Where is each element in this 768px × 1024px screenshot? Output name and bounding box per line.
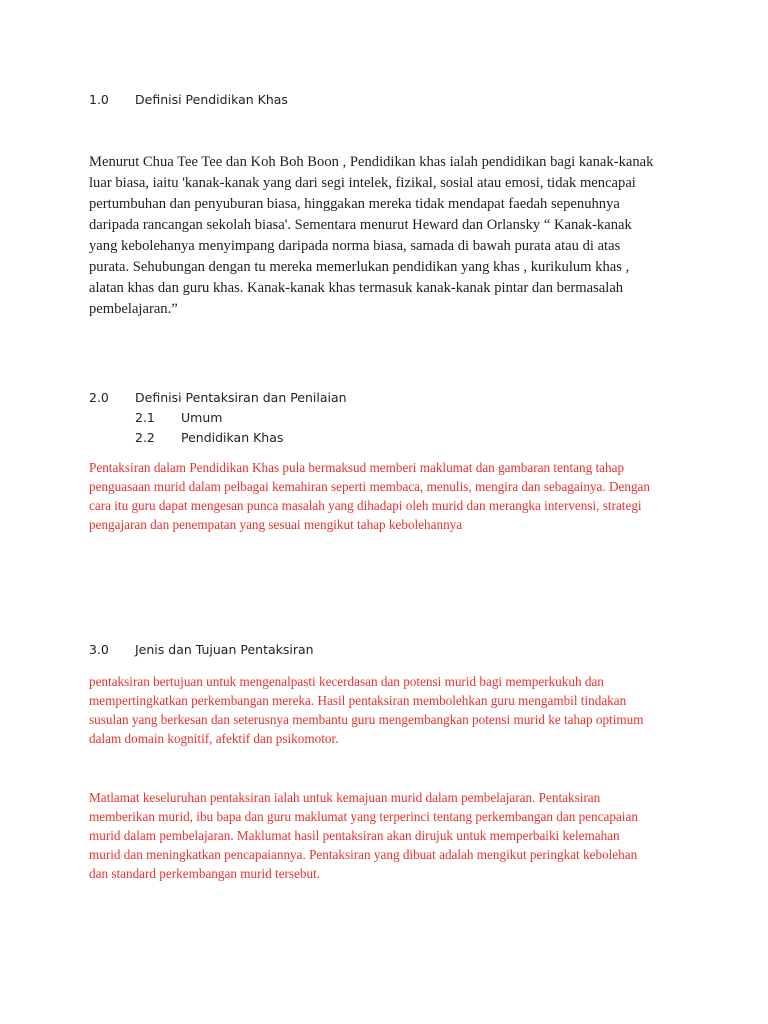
paragraph-line: pengajaran dan penempatan yang sesuai mengikut tahap kebolehannya — [89, 517, 463, 532]
subsection-2-2-number: 2.2 — [135, 430, 155, 445]
paragraph-line: dalam domain kognitif, afektif dan psikomotor. — [89, 731, 339, 746]
subsection-2-2-title: Pendidikan Khas — [181, 430, 284, 445]
paragraph-line: murid dan meningkatkan pencapaiannya. Pentaksiran yang dibuat adalah mengikut peringkat kebolehan — [89, 847, 638, 862]
paragraph-line: Matlamat keseluruhan pentaksiran ialah untuk kemajuan murid dalam pembelajaran. Pentaksiran — [89, 790, 601, 805]
paragraph-line: purata. Sehubungan dengan tu mereka memerlukan pendidikan yang khas , kurikulum khas , — [89, 259, 630, 275]
paragraph-line: Menurut Chua Tee Tee dan Koh Boh Boon , Pendidikan khas ialah pendidikan bagi kanak-kanak — [89, 154, 654, 170]
section-3-paragraph-2 — [89, 788, 689, 883]
paragraph-line: luar biasa, iaitu 'kanak-kanak yang dari segi intelek, fizikal, sosial atau emosi, tidak mencapai — [89, 175, 636, 191]
paragraph-line: pertumbuhan dan penyuburan biasa, hinggakan mereka tidak mendapat faedah sepenuhnya — [89, 196, 620, 212]
paragraph-line: penguasaan murid dalam pelbagai kemahiran seperti membaca, menulis, mengira dan sebagainya. Dengan — [89, 479, 650, 494]
section-1-number: 1.0 — [89, 92, 109, 107]
section-1-heading — [89, 92, 288, 107]
paragraph-line: daripada rancangan sekolah biasa'. Sementara menurut Heward dan Orlansky “ Kanak-kanak — [89, 217, 632, 233]
paragraph-line: yang kebolehanya menyimpang daripada norma biasa, samada di bawah purata atau di atas — [89, 238, 621, 254]
section-3-paragraph-1 — [89, 672, 689, 748]
paragraph-line: mempertingkatkan perkembangan mereka. Hasil pentaksiran membolehkan guru mengambil tindakan — [89, 693, 627, 708]
paragraph-line: dan standard perkembangan murid tersebut. — [89, 866, 321, 881]
subsection-2-2-heading — [135, 430, 283, 445]
subsection-2-1-heading — [135, 410, 222, 425]
section-3-number: 3.0 — [89, 642, 109, 657]
paragraph-line: memberikan murid, ibu bapa dan guru maklumat yang terperinci tentang perkembangan dan pencapaian — [89, 809, 638, 824]
paragraph-line: murid dalam pembelajaran. Maklumat hasil pentaksiran akan dirujuk untuk memperbaiki kelemahan — [89, 828, 620, 843]
paragraph-line: pembelajaran.” — [89, 301, 178, 317]
section-2-paragraph — [89, 458, 689, 534]
paragraph-line: cara itu guru dapat mengesan punca masalah yang dihadapi oleh murid dan merangka intervensi, strategi — [89, 498, 642, 513]
section-3-title: Jenis dan Tujuan Pentaksiran — [135, 642, 314, 657]
section-2-heading — [89, 390, 347, 405]
section-2-number: 2.0 — [89, 390, 109, 405]
paragraph-line: Pentaksiran dalam Pendidikan Khas pula bermaksud memberi maklumat dan gambaran tentang tahap — [89, 460, 625, 475]
section-1-paragraph — [89, 152, 689, 320]
paragraph-line: pentaksiran bertujuan untuk mengenalpasti kecerdasan dan potensi murid bagi memperkukuh dan — [89, 674, 604, 689]
subsection-2-1-title: Umum — [181, 410, 223, 425]
section-1-title: Definisi Pendidikan Khas — [135, 92, 288, 107]
subsection-2-1-number: 2.1 — [135, 410, 155, 425]
section-2-title: Definisi Pentaksiran dan Penilaian — [135, 390, 347, 405]
paragraph-line: susulan yang berkesan dan seterusnya membantu guru mengembangkan potensi murid ke tahap optimum — [89, 712, 644, 727]
paragraph-line: alatan khas dan guru khas. Kanak-kanak khas termasuk kanak-kanak pintar dan bermasalah — [89, 280, 624, 296]
section-3-heading — [89, 642, 314, 657]
